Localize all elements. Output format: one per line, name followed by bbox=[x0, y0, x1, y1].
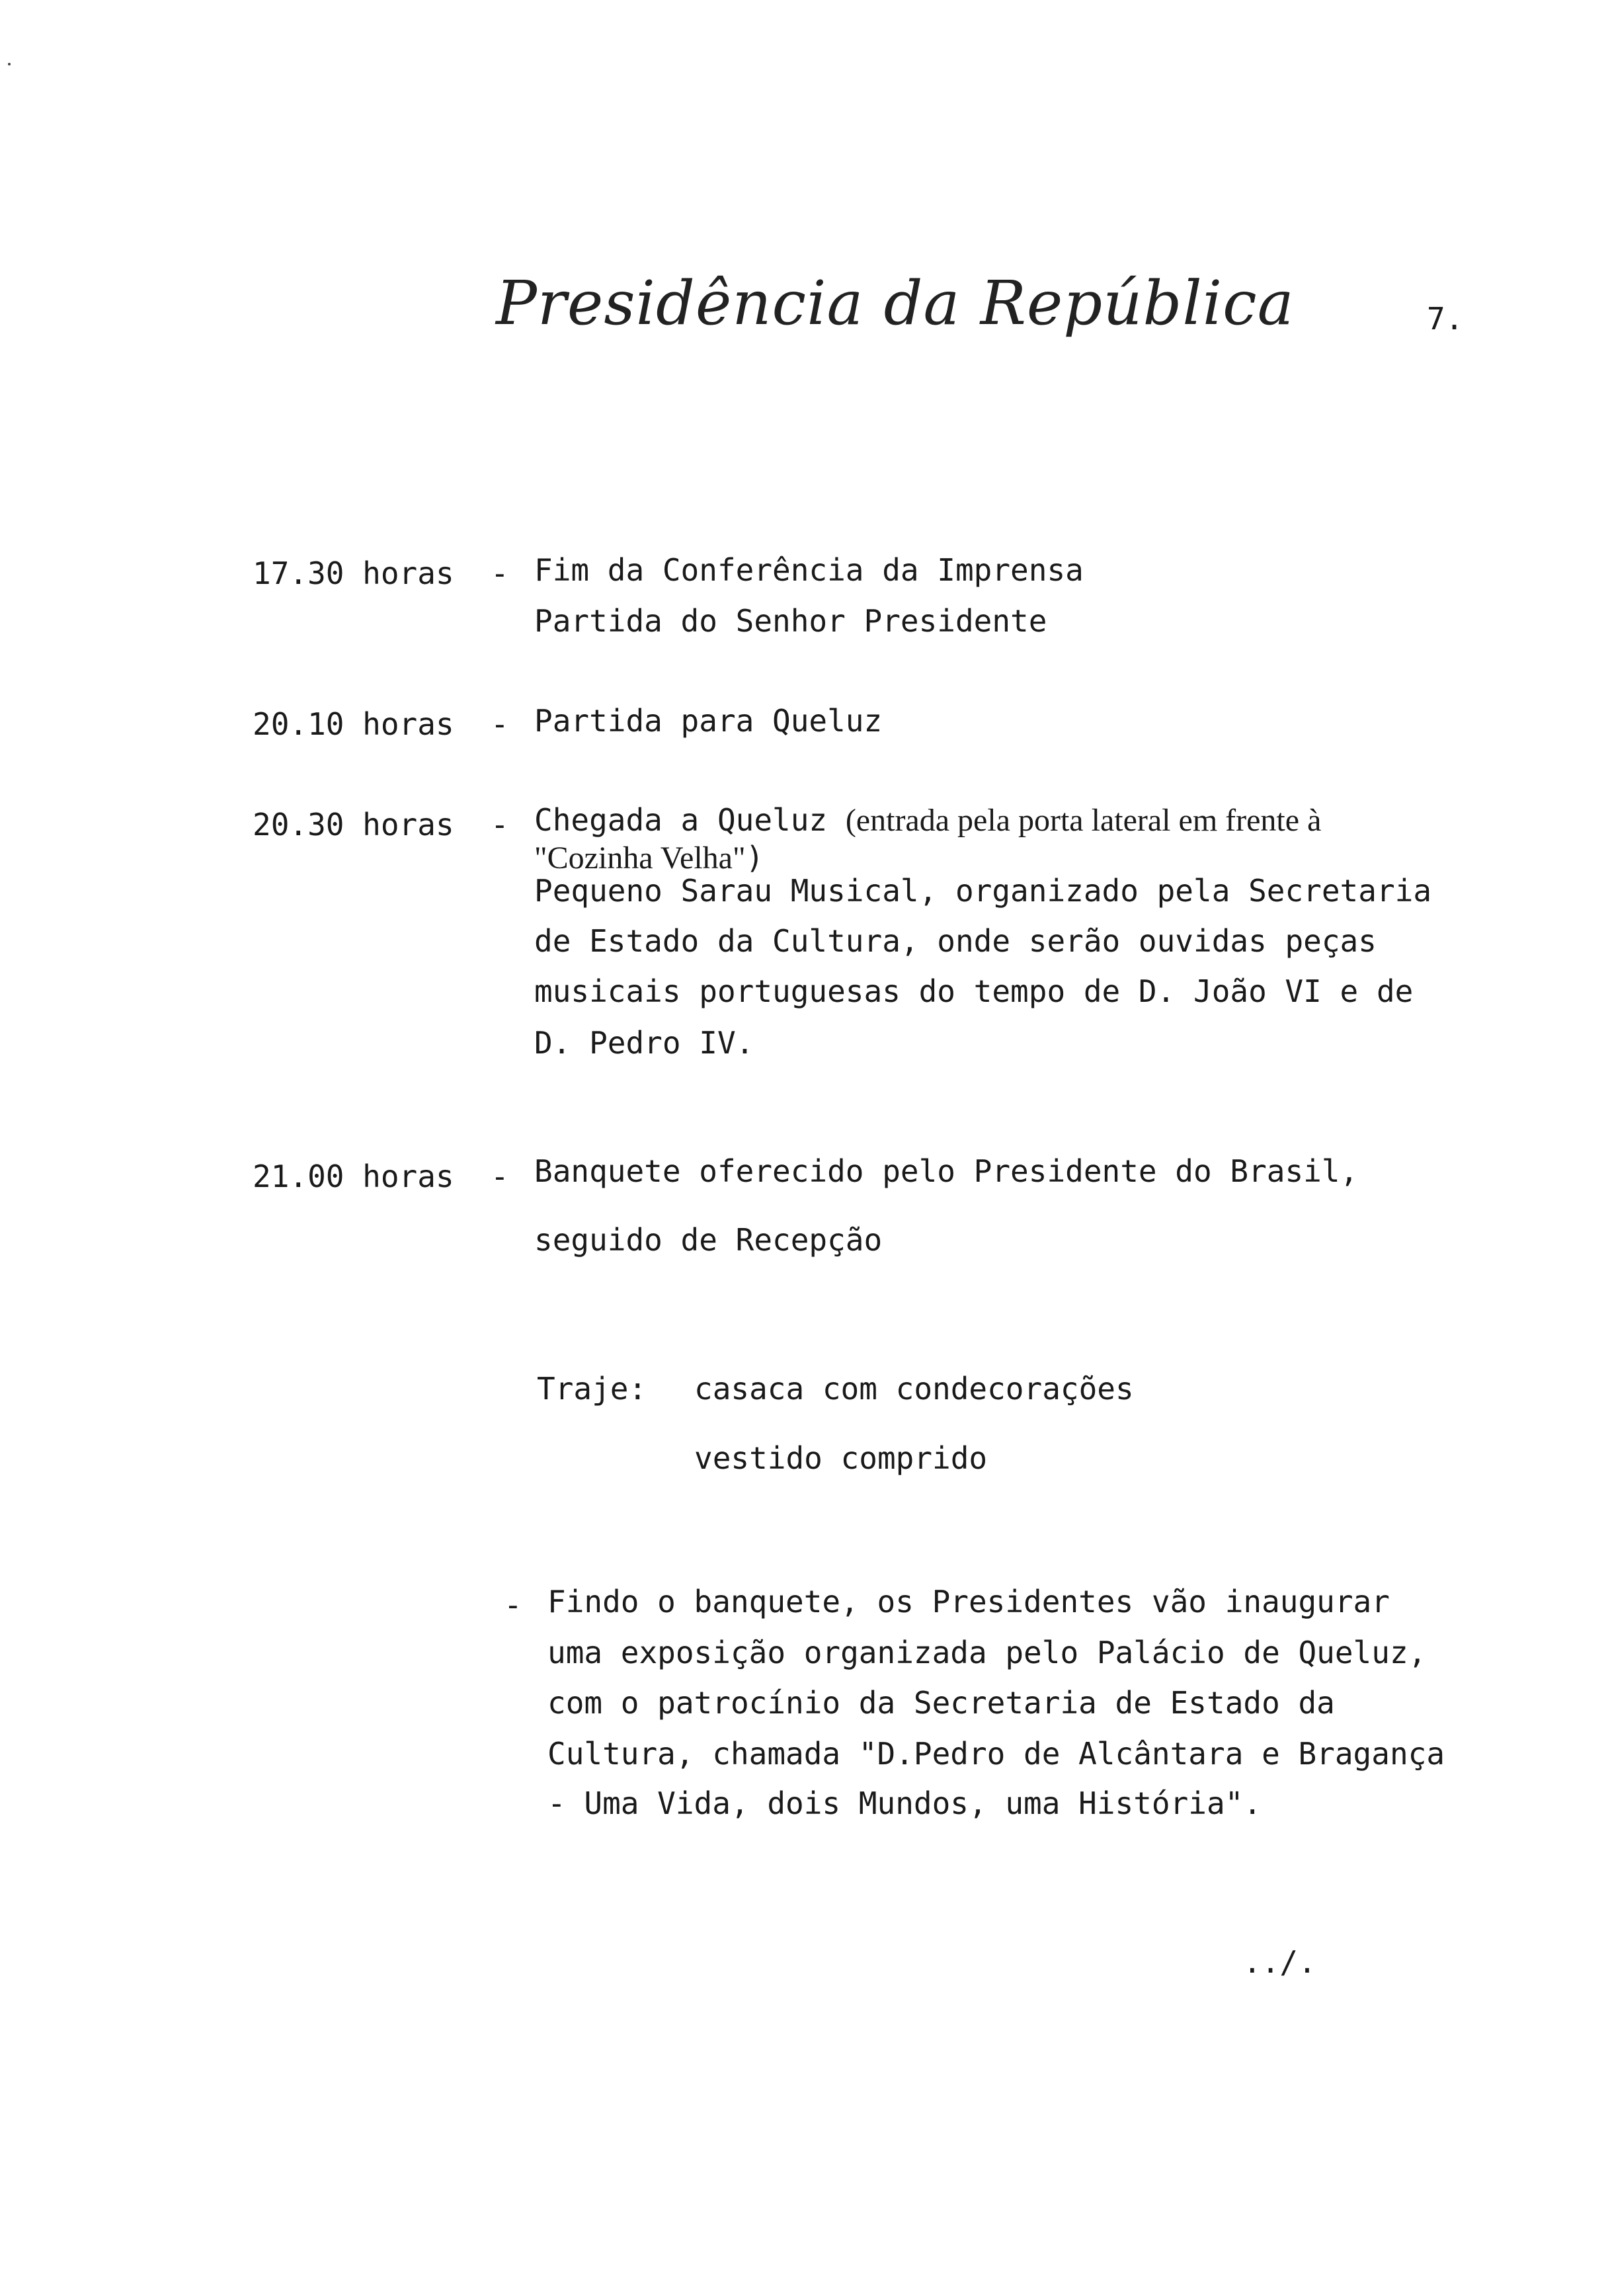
entry-line: Fim da Conferência da Imprensa bbox=[534, 552, 1084, 588]
entry-dash: - bbox=[491, 555, 509, 591]
entry-time: 20.30 horas bbox=[253, 807, 454, 842]
entry-line-part: ) bbox=[745, 840, 764, 876]
entry-line-part: (entrada pela porta lateral em frente à bbox=[845, 803, 1322, 838]
attire-item: casaca com condecorações bbox=[694, 1371, 1134, 1407]
entry-line: Partida do Senhor Presidente bbox=[534, 603, 1047, 639]
entry-time: 17.30 horas bbox=[253, 555, 454, 591]
entry-dash: - bbox=[491, 1159, 509, 1194]
continuation-mark: ../. bbox=[1243, 1944, 1316, 1980]
entry-time: 20.10 horas bbox=[253, 706, 454, 742]
letterhead: Presidência da República bbox=[496, 268, 1295, 339]
entry-dash: - bbox=[491, 807, 509, 842]
entry-line: seguido de Recepção bbox=[534, 1222, 883, 1258]
entry-line: de Estado da Cultura, onde serão ouvidas peças bbox=[534, 923, 1377, 959]
entry-line: Banquete oferecido pelo Presidente do Brasil, bbox=[534, 1153, 1359, 1189]
entry-line-part: "Cozinha Velha" bbox=[534, 840, 746, 876]
entry-line: musicais portuguesas do tempo de D. João VI e de bbox=[534, 973, 1414, 1009]
entry-line-part: Chegada a Queluz bbox=[534, 802, 828, 838]
note-dash: - bbox=[504, 1587, 522, 1623]
entry-line: Partida para Queluz bbox=[534, 703, 883, 739]
attire-item: vestido comprido bbox=[694, 1440, 988, 1476]
entry-line bbox=[534, 840, 764, 876]
note-line: - Uma Vida, dois Mundos, uma História". bbox=[547, 1785, 1262, 1821]
scan-speck bbox=[8, 63, 11, 65]
note-line: uma exposição organizada pelo Palácio de Queluz, bbox=[547, 1635, 1427, 1670]
note-line: Findo o banquete, os Presidentes vão inaugurar bbox=[547, 1584, 1390, 1620]
note-line: Cultura, chamada "D.Pedro de Alcântara e Bragança bbox=[547, 1736, 1445, 1772]
entry-dash: - bbox=[491, 706, 509, 742]
attire-label: Traje: bbox=[537, 1371, 647, 1407]
page-number: 7. bbox=[1427, 301, 1464, 337]
entry-line bbox=[534, 802, 1321, 839]
entry-line: Pequeno Sarau Musical, organizado pela Secretaria bbox=[534, 873, 1432, 909]
note-line: com o patrocínio da Secretaria de Estado da bbox=[547, 1685, 1335, 1721]
entry-line: D. Pedro IV. bbox=[534, 1025, 754, 1061]
entry-time: 21.00 horas bbox=[253, 1159, 454, 1194]
